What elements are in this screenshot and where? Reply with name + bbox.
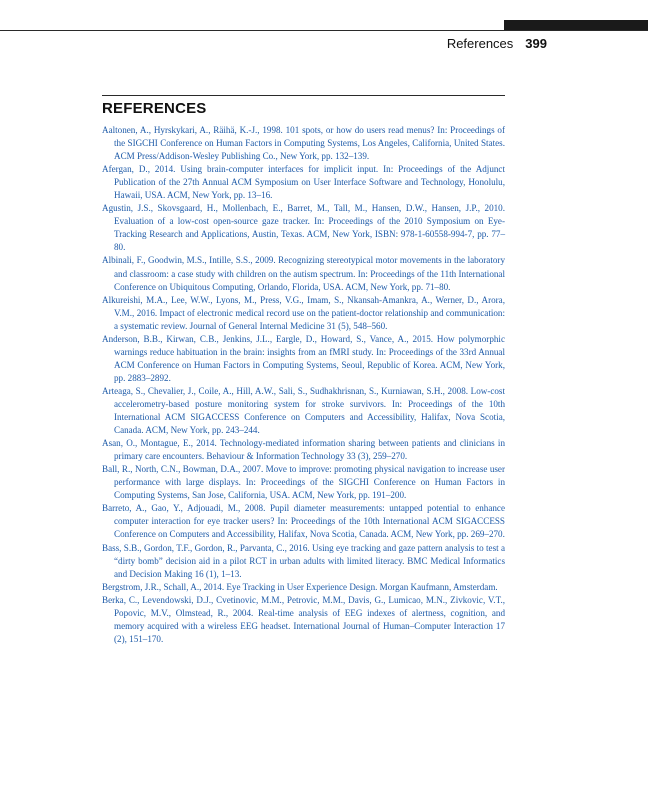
reference-item: Anderson, B.B., Kirwan, C.B., Jenkins, J.L., Eargle, D., Howard, S., Vance, A., 2015. How polymorphic warnings reduce habituation in the brain: insights from an fMRI study. In: Proceedings of the 33rd Annual ACM Conference on Human Factors in Computing Systems, Seoul, Republic of Korea. ACM, New York, pp. 2883–2892.: [102, 333, 505, 383]
reference-item: Arteaga, S., Chevalier, J., Coile, A., Hill, A.W., Sali, S., Sudhakhrisnan, S., Kurniawan, S.H., 2008. Low-cost accelerometry-based posture monitoring system for stroke survivors. In: Proceedings of the 10th International ACM SIGACCESS Conference on Computers and Accessibility, Halifax, Nova Scotia, Canada. ACM, New York, pp. 243–244.: [102, 385, 505, 436]
header-rule: [0, 30, 648, 31]
reference-item: Bass, S.B., Gordon, T.F., Gordon, R., Parvanta, C., 2016. Using eye tracking and gaze pattern analysis to test a “dirty bomb” decision aid in a pilot RCT in urban adults with limited literacy. BMC Medical Informatics and Decision Making 16 (1), 1–13.: [102, 542, 505, 579]
section-rule: [102, 95, 505, 96]
reference-item: Berka, C., Levendowski, D.J., Cvetinovic, M.M., Petrovic, M.M., Davis, G., Lumicao, M.N., Zivkovic, V.T., Popovic, M.V., Olmstead, R., 2004. Real-time analysis of EEG indexes of alertness, cognition, and memory acquired with a wireless EEG headset. International Journal of Human–Computer Interaction 17 (2), 151–170.: [102, 594, 505, 644]
reference-item: Bergstrom, J.R., Schall, A., 2014. Eye Tracking in User Experience Design. Morgan Kaufmann, Amsterdam.: [102, 581, 498, 592]
reference-item: Asan, O., Montague, E., 2014. Technology-mediated information sharing between patients and clinicians in primary care encounters. Behaviour & Information Technology 33 (3), 259–270.: [102, 438, 505, 462]
reference-item: Afergan, D., 2014. Using brain-computer interfaces for implicit input. In: Proceedings of the Adjunct Publication of the 27th Annual ACM Symposium on User Interface Software and Technology, Honolulu, Hawaii, USA. ACM, New York, pp. 13–16.: [102, 164, 505, 201]
section-heading: REFERENCES: [102, 100, 207, 117]
reference-item: Agustin, J.S., Skovsgaard, H., Mollenbach, E., Barret, M., Tall, M., Hansen, D.W., Hansen, J.P., 2010. Evaluation of a low-cost open-source gaze tracker. In: Proceedings of the 2010 Symposium on Eye-Tracking Research and Applications, Austin, Texas. ACM, New York, ISBN: 978-1-60558-994-7, pp. 77–80.: [102, 203, 505, 253]
reference-item: Aaltonen, A., Hyrskykari, A., Räihä, K.-J., 1998. 101 spots, or how do users read menus? In: Proceedings of the SIGCHI Conference on Human Factors in Computing Systems, Los Angeles, California, United States. ACM Press/Addison-Wesley Publishing Co., New York, pp. 132–139.: [102, 125, 505, 162]
reference-item: Alkureishi, M.A., Lee, W.W., Lyons, M., Press, V.G., Imam, S., Nkansah-Amankra, A., Werner, D., Arora, V.M., 2016. Impact of electronic medical record use on the patient-doctor relationship and communication: a systematic review. Journal of General Internal Medicine 31 (5), 548–560.: [102, 294, 505, 331]
running-head: [447, 36, 547, 51]
reference-item: Albinali, F., Goodwin, M.S., Intille, S.S., 2009. Recognizing stereotypical motor movements in the laboratory and classroom: a case study with children on the autism spectrum. In: Proceedings of the 11th International Conference on Ubiquitous Computing, Orlando, Florida, USA. ACM, New York, pp. 71–80.: [102, 255, 505, 292]
reference-item: Barreto, A., Gao, Y., Adjouadi, M., 2008. Pupil diameter measurements: untapped potential to enhance computer interaction for eye tracker users? In: Proceedings of the 10th International ACM SIGACCESS Conference on Computers and Accessibility, Halifax, Nova Scotia, Canada. ACM, New York, pp. 269–270.: [102, 503, 505, 540]
reference-list: [102, 124, 505, 646]
header-accent-bar: [504, 20, 648, 30]
reference-item: Ball, R., North, C.N., Bowman, D.A., 2007. Move to improve: promoting physical navigation to increase user performance with large displays. In: Proceedings of the SIGCHI Conference on Human Factors in Computing Systems, San Jose, California, USA. ACM, New York, pp. 191–200.: [102, 464, 505, 501]
running-title: References: [446, 36, 514, 51]
page-number: 399: [525, 36, 547, 51]
